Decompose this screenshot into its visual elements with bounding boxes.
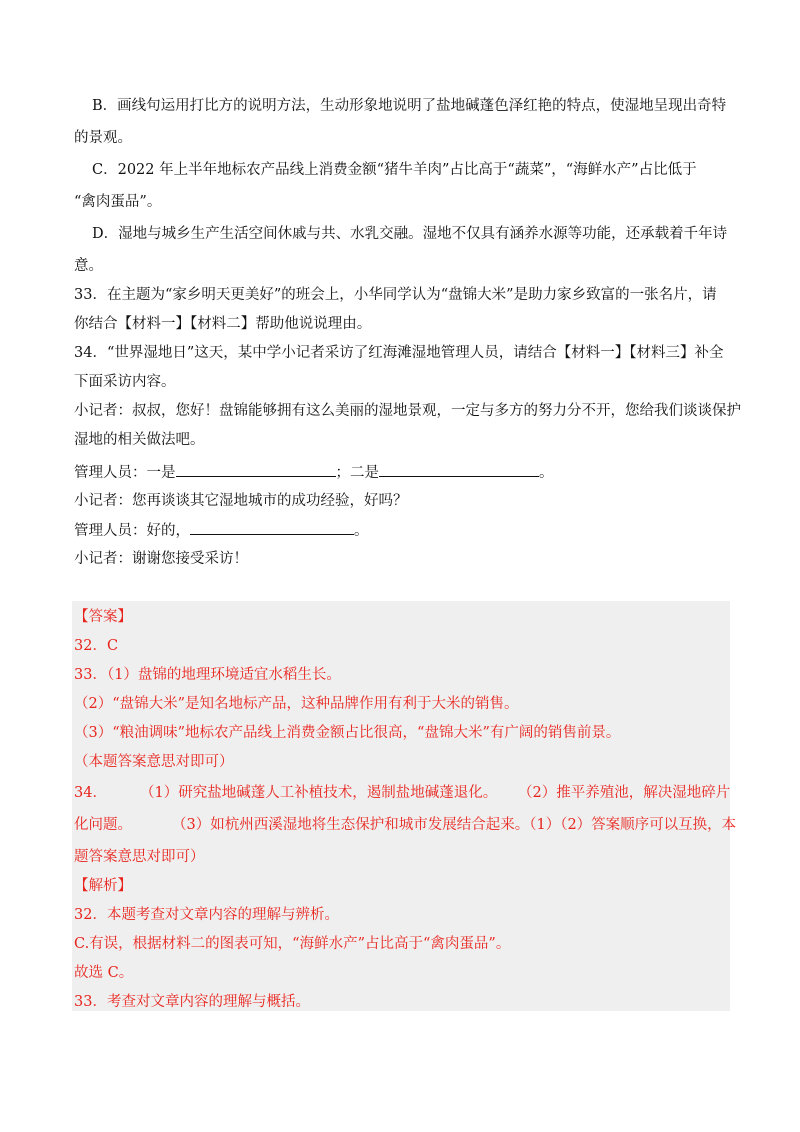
reporter-line2: 湿地的相关做法吧。 [74,432,205,448]
answer-33-note: （本题答案意思对即可） [74,754,234,770]
option-d-line1: D．湿地与城乡生产生活空间休戚与共、水乳交融。湿地不仅具有涵养水源等功能，还承载着千年诗 [92,226,728,242]
manager-label-one: 管理人员：一是 [74,465,176,481]
question-34-line1: 34．“世界湿地日”这天，某中学小记者采访了红海滩湿地管理人员，请结合【材料一】【材料三】补全 [74,345,724,361]
manager-answer-line2 [74,516,734,546]
option-d-line2: 意。 [74,258,103,274]
question-34-line2: 下面采访内容。 [74,374,176,390]
analysis-33-line1: 33．考查对文章内容的理解与概括。 [74,994,310,1010]
option-b-line1: B．画线句运用打比方的说明方法，生动形象地说明了盐地碱蓬色泽红艳的特点，使湿地呈现出奇特 [92,98,727,114]
question-33-line2: 你结合【材料一】【材料二】帮助他说说理由。 [74,316,372,332]
analysis-32-line3: 故选 C。 [74,965,134,981]
answer-header: 【答案】 [74,609,132,625]
answer-34-line2b: （3）如杭州西溪湿地将生态保护和城市发展结合起来。（1）（2）答案顺序可以互换，本 [172,817,737,833]
fill-blank-2[interactable] [379,458,539,477]
fill-blank-1[interactable] [176,458,336,477]
reporter-thanks: 小记者：谢谢您接受采访！ [74,551,248,567]
answer-33-part1: 33．（1）盘锦的地理环境适宜水稻生长。 [74,667,341,683]
analysis-32-line1: 32．本题考查对文章内容的理解与辨析。 [74,907,339,923]
option-c-line1: C．2022 年上半年地标农产品线上消费金额“猪牛羊肉”占比高于“蔬菜”，“海鲜水产”占比低于 [92,162,697,178]
manager-label-ok: 管理人员：好的， [74,523,190,539]
option-b-line2: 的景观。 [74,130,132,146]
question-33-line1: 33．在主题为“家乡明天更美好”的班会上，小华同学认为“盘锦大米”是助力家乡致富的一张名片，请 [74,287,717,303]
answer-34-number: 34． [74,785,107,801]
manager-period-2: 。 [354,523,369,539]
reporter-line1: 小记者：叔叔，您好！盘锦能够拥有这么美丽的湿地景观，一定与多方的努力分不开，您给我们谈谈保护 [74,403,741,419]
reporter-question-2: 小记者：您再谈谈其它湿地城市的成功经验，好吗？ [74,493,408,509]
analysis-32-line2: C.有误，根据材料二的图表可知，“海鲜水产”占比高于“禽肉蛋品”。 [74,936,511,952]
analysis-header: 【解析】 [74,878,132,894]
manager-answer-line1 [74,458,734,488]
answer-34-line2a: 化问题。 [74,817,132,833]
answer-34-line3: 题答案意思对即可） [74,849,205,865]
answer-32: 32．C [74,638,119,654]
answer-34-part1: （1）研究盐地碱蓬人工补植技术，遏制盐地碱蓬退化。 [140,785,498,801]
fill-blank-3[interactable] [190,516,354,535]
manager-label-two: ；二是 [335,465,379,481]
answer-34-part2: （2）推平养殖池，解决湿地碎片 [518,785,731,801]
option-c-line2: “禽肉蛋品”。 [74,194,162,210]
answer-33-part3: （3）“粮油调味”地标农产品线上消费金额占比很高，“盘锦大米”有广阔的销售前景。 [74,725,621,741]
answer-33-part2: （2）“盘锦大米”是知名地标产品，这种品牌作用有利于大米的销售。 [74,696,519,712]
manager-period-1: 。 [539,465,554,481]
